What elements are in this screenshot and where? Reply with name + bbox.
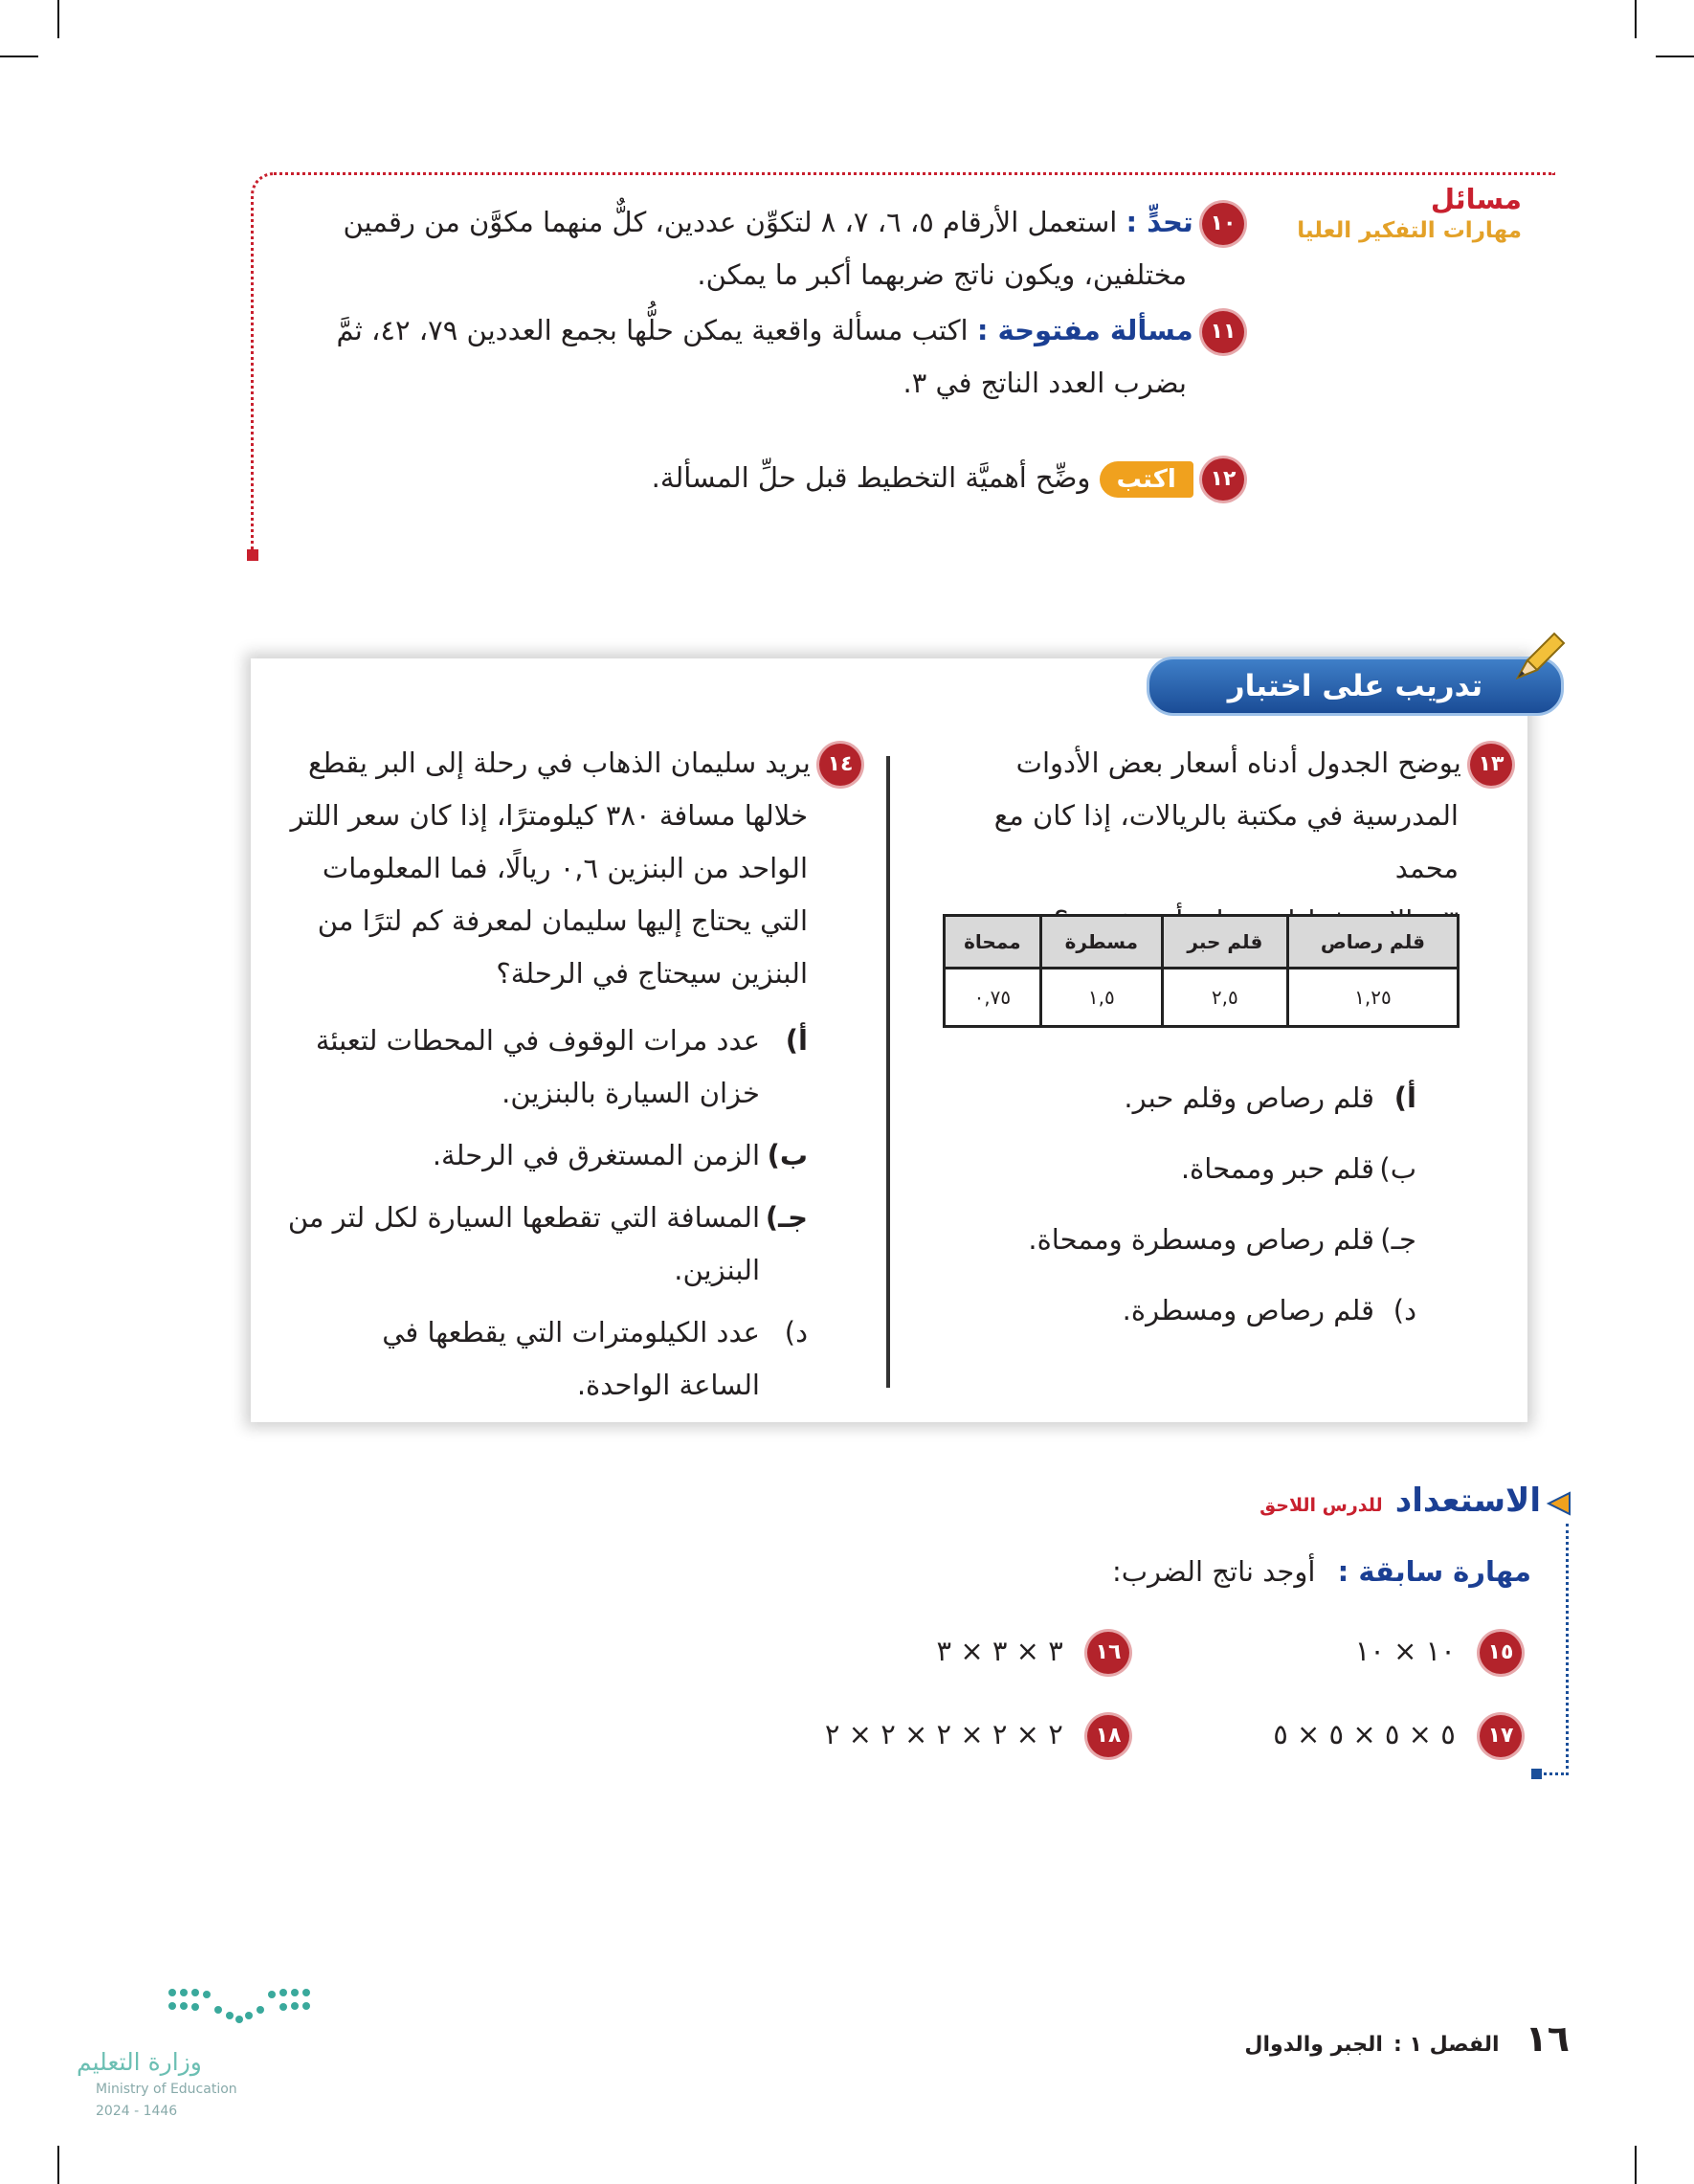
question-number: ١٣ — [1470, 744, 1512, 786]
answer-option[interactable] — [287, 1014, 808, 1120]
problem-line: مختلفين، ويكون ناتج ضربهما أكبر ما يمكن. — [697, 258, 1187, 291]
pencil-icon — [1501, 622, 1570, 691]
chapter-title: الجبر والدوال — [1244, 2033, 1383, 2057]
exercise-expression: ٥ × ٥ × ٥ × ٥ — [1273, 1718, 1456, 1750]
problem-number: ١١ — [1202, 311, 1244, 353]
table-cell: ١,٢٥ — [1287, 969, 1458, 1027]
question-line: يوضح الجدول أدناه أسعار بعض الأدوات — [1015, 747, 1461, 779]
exercise-expression: ١٠ × ١٠ — [1354, 1635, 1456, 1667]
answer-option[interactable] — [287, 1306, 808, 1412]
table-header: قلم حبر — [1162, 916, 1287, 969]
section-subtitle: مهارات التفكير العليا — [1297, 218, 1522, 243]
problem-keyword: تحدٍّ : — [1126, 206, 1193, 238]
prior-skill — [957, 1555, 1531, 1588]
exercise-number: ١٨ — [1087, 1715, 1129, 1757]
exercise-expression: ٢ × ٢ × ٢ × ٢ × ٢ — [824, 1718, 1063, 1750]
option-label: أ) — [1393, 1081, 1416, 1114]
problem-number: ١٠ — [1202, 203, 1244, 245]
option-label: د) — [784, 1316, 808, 1348]
problem-12 — [479, 452, 1244, 504]
crop-mark — [1656, 56, 1694, 57]
question-number: ١٤ — [819, 744, 861, 786]
skill-instruction: أوجد ناتج الضرب: — [1111, 1555, 1316, 1588]
readiness-frame — [1539, 1524, 1569, 1775]
chapter-label: الفصل ١ : — [1393, 2033, 1500, 2057]
exercise-16 — [842, 1632, 1129, 1674]
problem-11 — [297, 304, 1244, 410]
exercise-17 — [1196, 1715, 1522, 1757]
question-line: المدرسية في مكتبة بالريالات، إذا كان مع محمد — [993, 799, 1459, 884]
table-header: مسطرة — [1040, 916, 1162, 969]
price-table — [943, 914, 1460, 1028]
table-header: قلم رصاص — [1287, 916, 1458, 969]
page-footer — [1053, 2017, 1570, 2060]
q14-options — [287, 1014, 861, 1412]
crop-mark — [0, 56, 38, 57]
column-divider — [886, 756, 890, 1388]
question-line: البنزين سيحتاج في الرحلة؟ — [496, 957, 808, 990]
option-text: المسافة التي تقطعها السيارة لكل لتر من — [287, 1201, 760, 1234]
exercise-number: ١٧ — [1480, 1715, 1522, 1757]
option-text: الزمن المستغرق في الرحلة. — [432, 1139, 760, 1171]
crop-mark — [1635, 0, 1637, 38]
question-14 — [287, 737, 861, 1000]
ministry-name-ar: وزارة التعليم — [77, 2048, 202, 2076]
problem-line: استعمل الأرقام ٥، ٦، ٧، ٨ لتكوِّن عددين، كلٌّ منهما مكوَّن من رقمين — [343, 206, 1118, 238]
triangle-marker-icon — [1545, 1489, 1573, 1518]
option-text: قلم رصاص ومسطرة. — [1122, 1294, 1374, 1326]
option-text: عدد الكيلومترات التي يقطعها في — [382, 1316, 760, 1348]
option-text: قلم حبر وممحاة. — [1180, 1152, 1374, 1185]
option-text: قلم رصاص وقلم حبر. — [1124, 1081, 1374, 1114]
write-badge: اكتب — [1100, 461, 1193, 498]
option-text: عدد مرات الوقوف في المحطات لتعبئة — [315, 1024, 760, 1057]
option-label: أ) — [785, 1024, 808, 1057]
option-text: الساعة الواحدة. — [576, 1369, 760, 1401]
option-text: خزان السيارة بالبنزين. — [502, 1077, 760, 1109]
answer-option[interactable] — [938, 1204, 1416, 1275]
answer-option[interactable] — [287, 1192, 808, 1297]
readiness-heading — [1101, 1482, 1541, 1520]
q13-options — [938, 1062, 1416, 1346]
option-label: ب) — [1379, 1152, 1416, 1185]
option-label: د) — [1393, 1294, 1416, 1326]
answer-option[interactable] — [938, 1062, 1416, 1133]
problem-line: اكتب مسألة واقعية يمكن حلُّها بجمع العددين ٧٩، ٤٢، ثمَّ — [336, 314, 969, 346]
table-cell: ١,٥ — [1040, 969, 1162, 1027]
ministry-logo — [163, 1981, 316, 2031]
exercise-number: ١٦ — [1087, 1632, 1129, 1674]
exercise-15 — [1244, 1632, 1522, 1674]
exercise-number: ١٥ — [1480, 1632, 1522, 1674]
option-text: قلم رصاص ومسطرة وممحاة. — [1028, 1223, 1374, 1256]
problem-line: بضرب العدد الناتج في ٣. — [903, 367, 1187, 399]
exercise-expression: ٣ × ٣ × ٣ — [936, 1635, 1063, 1667]
section-title: مسائل — [1430, 183, 1522, 215]
option-text: البنزين. — [674, 1254, 760, 1286]
problem-number: ١٢ — [1202, 458, 1244, 501]
question-line: خلالها مسافة ٣٨٠ كيلومترًا، إذا كان سعر اللتر — [290, 799, 808, 832]
ministry-name-en: Ministry of Education — [96, 2082, 237, 2097]
table-cell: ٢,٥ — [1162, 969, 1287, 1027]
option-label: جـ) — [765, 1201, 808, 1234]
question-line: التي يحتاج إليها سليمان لمعرفة كم لترًا من — [317, 904, 808, 937]
exercise-18 — [747, 1715, 1129, 1757]
crop-mark — [57, 0, 59, 38]
answer-option[interactable] — [938, 1275, 1416, 1346]
question-line: يريد سليمان الذهاب في رحلة إلى البر يقطع — [308, 747, 811, 779]
skill-label: مهارة سابقة : — [1337, 1555, 1531, 1588]
option-label: جـ) — [1380, 1223, 1416, 1256]
answer-option[interactable] — [287, 1129, 808, 1182]
table-cell: ٠,٧٥ — [945, 969, 1041, 1027]
page-number: ١٦ — [1525, 2017, 1570, 2060]
crop-mark — [1635, 2146, 1637, 2184]
readiness-subtitle: للدرس اللاحق — [1259, 1495, 1383, 1516]
option-label: ب) — [767, 1139, 808, 1171]
answer-option[interactable] — [938, 1133, 1416, 1204]
problem-keyword: مسألة مفتوحة : — [976, 314, 1193, 346]
test-practice-banner: تدريب على اختبار — [1147, 657, 1564, 716]
crop-mark — [57, 2146, 59, 2184]
problem-line: وضِّح أهميَّة التخطيط قبل حلِّ المسألة. — [651, 461, 1091, 494]
question-line: الواحد من البنزين ٠,٦ ريالًا، فما المعلومات — [322, 852, 808, 884]
table-header: ممحاة — [945, 916, 1041, 969]
problem-10 — [325, 196, 1244, 301]
readiness-title: الاستعداد — [1394, 1482, 1541, 1520]
ministry-year: 2024 - 1446 — [96, 2104, 178, 2119]
